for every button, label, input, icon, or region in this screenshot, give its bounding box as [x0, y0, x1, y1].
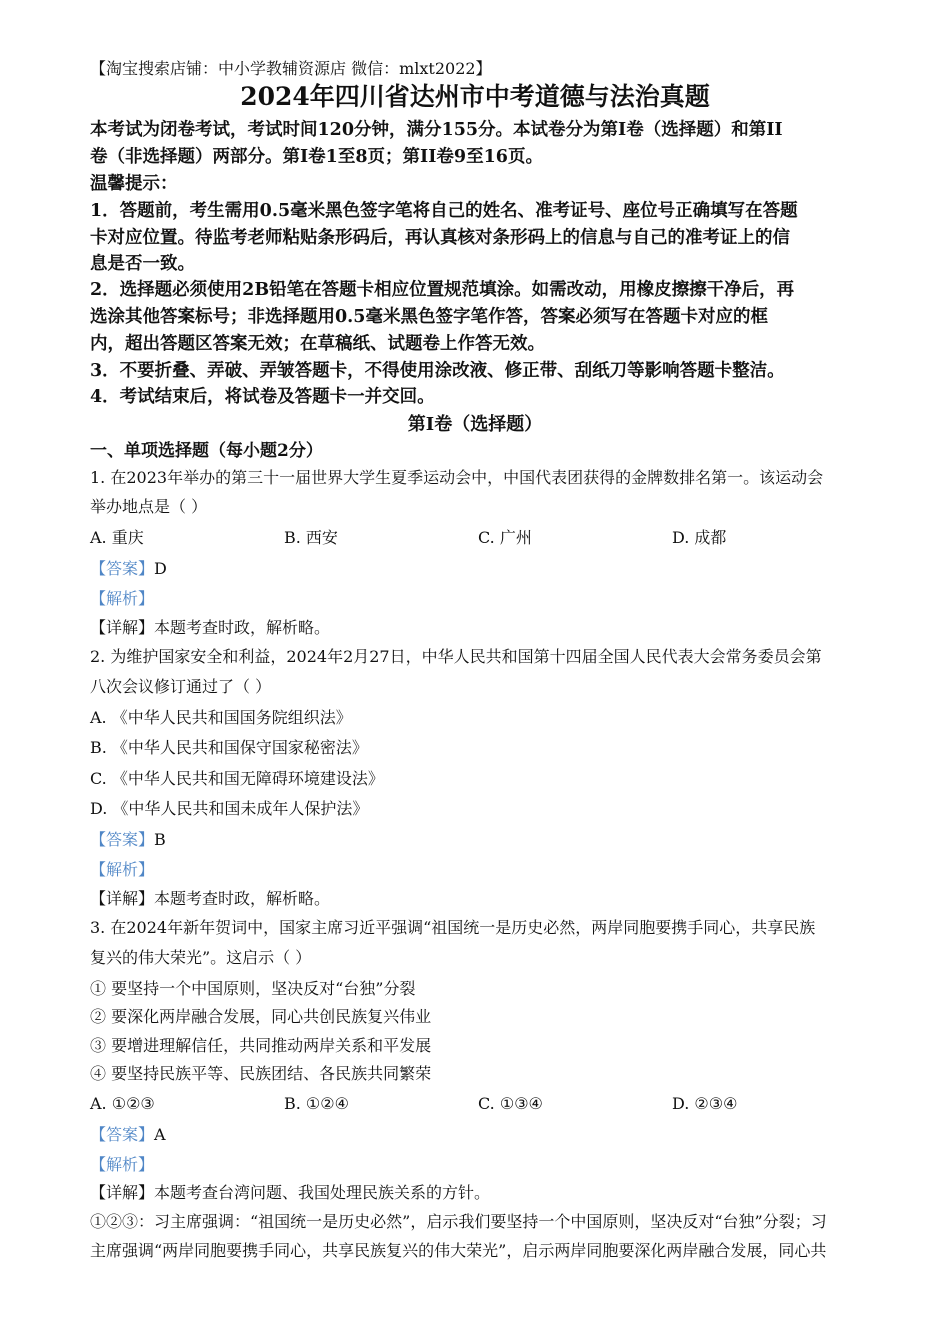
q2-answer — [90, 829, 166, 851]
q2-stem: 2. 为维护国家安全和利益，2024年2月27日，中华人民共和国第十四届全国人民代表大会常务委员会第 — [90, 647, 822, 666]
q2-option-c: C. 《中华人民共和国无障碍环境建设法》 — [90, 769, 384, 788]
q3-statement: ④ 要坚持民族平等、民族团结、各民族共同繁荣 — [90, 1064, 432, 1083]
q1-analysis-label: 【解析】 — [90, 589, 155, 608]
q2-analysis-label: 【解析】 — [90, 860, 155, 879]
q3-explain: 主席强调“两岸同胞要携手同心，共享民族复兴的伟大荣光”，启示两岸同胞要深化两岸融合发展，同心共 — [90, 1241, 827, 1260]
detail-text: 本题考查时政，解析略。 — [154, 889, 331, 908]
intro-line: 息是否一致。 — [90, 254, 195, 274]
intro-line: 卡对应位置。待监考老师粘贴条形码后，再认真核对条形码上的信息与自己的准考证上的信 — [90, 228, 790, 248]
detail-label: 【详解】 — [90, 618, 155, 637]
q1-stem: 1. 在2023年举办的第三十一届世界大学生夏季运动会中，中国代表团获得的金牌数排名第一。该运动会 — [90, 468, 824, 487]
q1-answer — [90, 558, 167, 580]
intro-line: 选涂其他答案标号；非选择题用0.5毫米黑色签字笔作答，答案必须写在答题卡对应的框 — [90, 307, 768, 327]
q3-option-c: C. ①③④ — [478, 1094, 543, 1113]
q3-detail — [90, 1182, 490, 1204]
q3-option-d: D. ②③④ — [672, 1094, 738, 1113]
part-title: 一、单项选择题（每小题2分） — [90, 441, 323, 461]
q3-answer — [90, 1124, 166, 1146]
q3-explain: ①②③：习主席强调：“祖国统一是历史必然”，启示我们要坚持一个中国原则，坚决反对“台独”分裂；习 — [90, 1212, 827, 1231]
q3-stem: 复兴的伟大荣光”。这启示（ ） — [90, 948, 312, 967]
answer-value: B — [154, 830, 166, 849]
q3-option-b: B. ①②④ — [284, 1094, 349, 1113]
answer-value: D — [154, 559, 167, 578]
q1-option-d: D. 成都 — [672, 528, 727, 547]
q2-detail — [90, 888, 330, 910]
answer-value: A — [154, 1125, 166, 1144]
intro-line: 3．不要折叠、弄破、弄皱答题卡，不得使用涂改液、修正带、刮纸刀等影响答题卡整洁。 — [90, 361, 785, 381]
intro-line: 本考试为闭卷考试，考试时间120分钟，满分155分。本试卷分为第I卷（选择题）和第II — [90, 120, 783, 140]
q3-stem: 3. 在2024年新年贺词中，国家主席习近平强调“祖国统一是历史必然，两岸同胞要携手同心，共享民族 — [90, 918, 816, 937]
page-title: 2024年四川省达州市中考道德与法治真题 — [240, 82, 710, 111]
q3-statement: ② 要深化两岸融合发展，同心共创民族复兴伟业 — [90, 1007, 432, 1026]
q3-statement: ① 要坚持一个中国原则，坚决反对“台独”分裂 — [90, 979, 416, 998]
intro-line: 内，超出答题区答案无效；在草稿纸、试题卷上作答无效。 — [90, 334, 545, 354]
header-ad: 【淘宝搜索店铺：中小学教辅资源店 微信：mlxt2022】 — [90, 59, 492, 78]
intro-line: 4．考试结束后，将试卷及答题卡一并交回。 — [90, 387, 435, 407]
intro-line: 2．选择题必须使用2B铅笔在答题卡相应位置规范填涂。如需改动，用橡皮擦擦干净后，再 — [90, 280, 795, 300]
q2-option-b: B. 《中华人民共和国保守国家秘密法》 — [90, 738, 368, 757]
q1-option-a: A. 重庆 — [90, 528, 144, 547]
q2-option-a: A. 《中华人民共和国国务院组织法》 — [90, 708, 352, 727]
answer-label: 【答案】 — [90, 1125, 155, 1144]
intro-line: 温馨提示： — [90, 174, 178, 194]
answer-label: 【答案】 — [90, 559, 155, 578]
q3-analysis-label: 【解析】 — [90, 1155, 155, 1174]
detail-label: 【详解】 — [90, 889, 155, 908]
intro-line: 卷（非选择题）两部分。第I卷1至8页；第II卷9至16页。 — [90, 147, 543, 167]
detail-text: 本题考查时政，解析略。 — [154, 618, 331, 637]
answer-label: 【答案】 — [90, 830, 155, 849]
section-title: 第Ⅰ卷（选择题） — [407, 414, 543, 435]
q1-option-b: B. 西安 — [284, 528, 338, 547]
q2-option-d: D. 《中华人民共和国未成年人保护法》 — [90, 799, 369, 818]
q3-option-a: A. ①②③ — [90, 1094, 155, 1113]
detail-label: 【详解】 — [90, 1183, 155, 1202]
q3-statement: ③ 要增进理解信任，共同推动两岸关系和平发展 — [90, 1036, 432, 1055]
q1-detail — [90, 617, 330, 639]
detail-text: 本题考查台湾问题、我国处理民族关系的方针。 — [154, 1183, 491, 1202]
q1-stem: 举办地点是（ ） — [90, 497, 208, 516]
q1-option-c: C. 广州 — [478, 528, 532, 547]
intro-line: 1．答题前，考生需用0.5毫米黑色签字笔将自己的姓名、准考证号、座位号正确填写在答题 — [90, 201, 798, 221]
q2-stem: 八次会议修订通过了（ ） — [90, 677, 272, 696]
